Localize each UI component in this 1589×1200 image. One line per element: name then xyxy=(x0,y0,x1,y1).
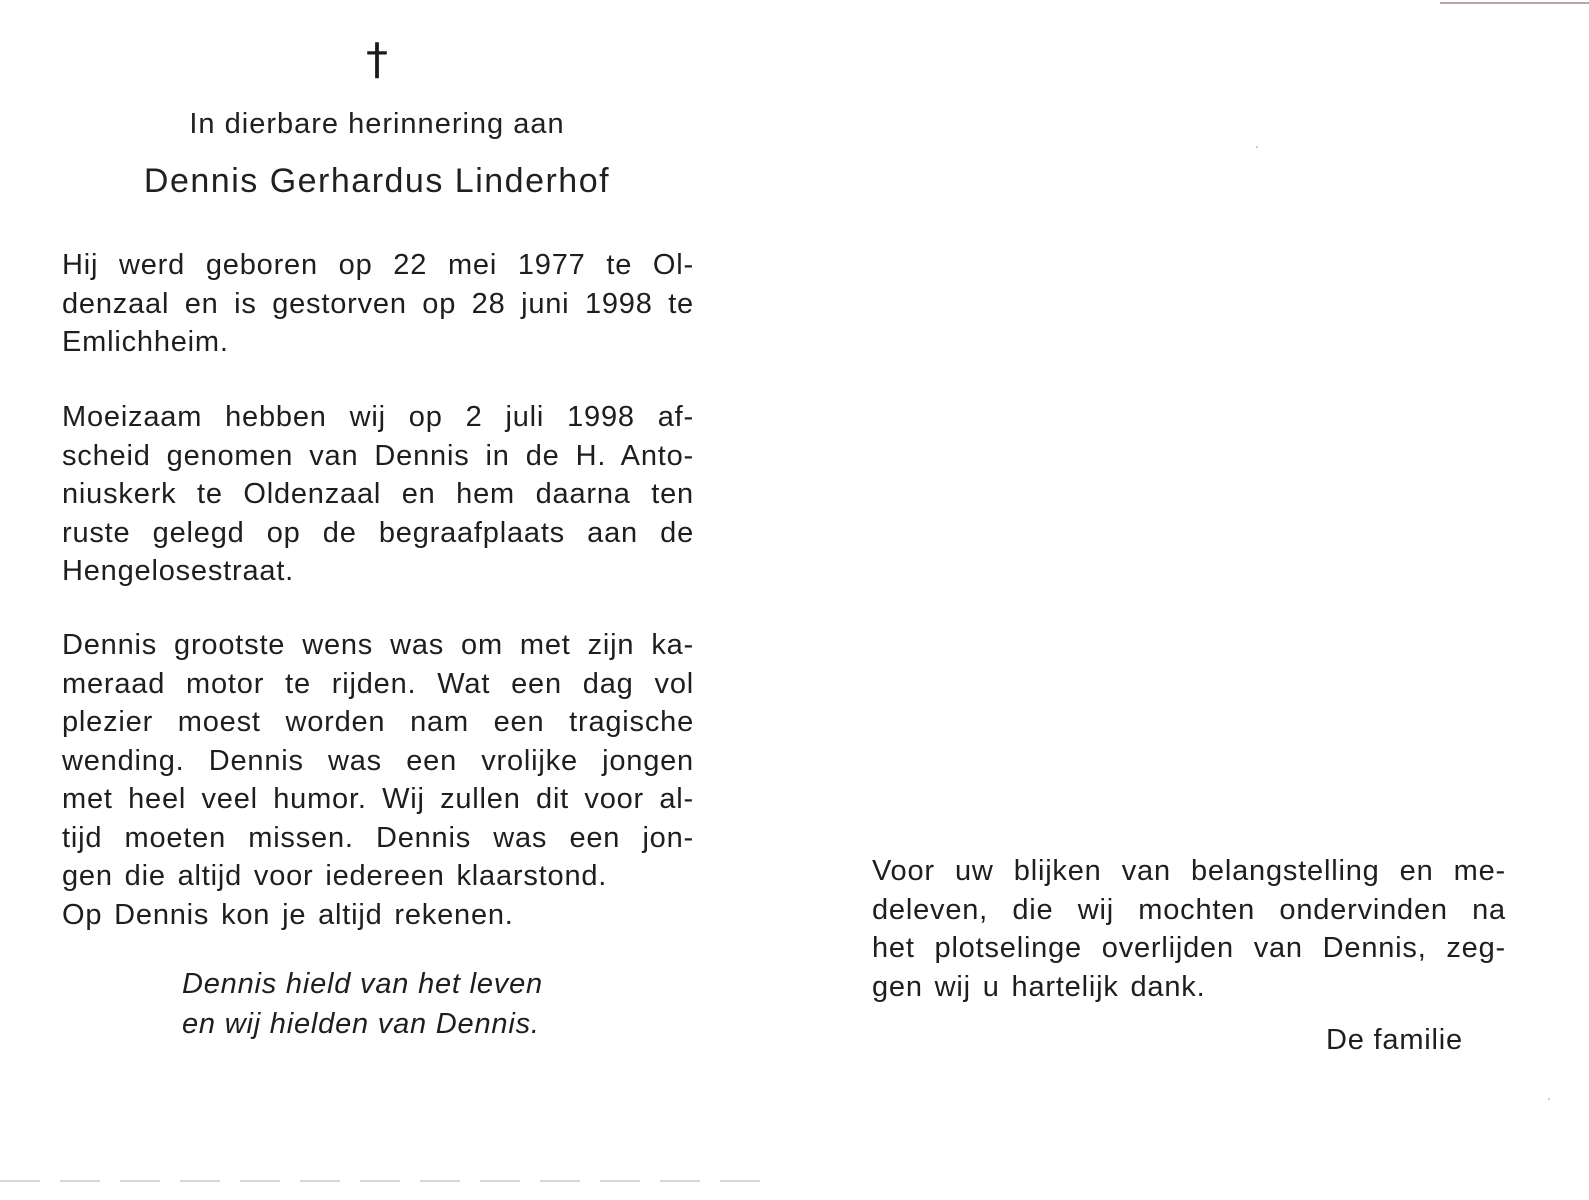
text-line: het plotselinge overlijden van Dennis, zeg- xyxy=(872,932,1506,964)
text-line: wending. Dennis was een vrolijke jongen xyxy=(62,744,694,777)
text-line: Hij werd geboren op 22 mei 1977 te Ol- xyxy=(62,249,694,281)
text-line: Voor uw blijken van belangstelling en me- xyxy=(872,855,1506,887)
cross-icon: † xyxy=(366,34,388,85)
family-signature: De familie xyxy=(1326,1024,1463,1056)
text-line: plezier moest worden nam een tragische xyxy=(62,706,694,738)
text-line: Op Dennis kon je altijd rekenen. xyxy=(62,898,514,931)
funeral-paragraph xyxy=(62,398,694,591)
remembrance-paragraph xyxy=(62,626,694,934)
scan-speck xyxy=(1256,146,1258,148)
text-line: ruste gelegd op de begraafplaats aan de xyxy=(62,516,694,549)
text-line: scheid genomen van Dennis in de H. Anto- xyxy=(62,439,694,472)
closing-quote xyxy=(182,964,602,1044)
text-line: Dennis grootste wens was om met zijn ka- xyxy=(62,629,694,661)
text-line: met heel veel humor. Wij zullen dit voor al- xyxy=(62,783,694,815)
deceased-name: Dennis Gerhardus Linderhof xyxy=(143,162,611,200)
thanks-paragraph xyxy=(872,852,1506,1006)
quote-line: Dennis hield van het leven xyxy=(182,968,543,1000)
birth-death-paragraph xyxy=(62,246,694,362)
scan-edge-mark xyxy=(1440,2,1589,4)
scan-bottom-edge xyxy=(0,1180,760,1182)
text-line: deleven, die wij mochten ondervinden na xyxy=(872,893,1506,926)
text-line: gen die altijd voor iedereen klaarstond. xyxy=(62,860,608,892)
text-line: Emlichheim. xyxy=(62,326,229,358)
text-line: gen wij u hartelijk dank. xyxy=(872,970,1206,1003)
text-line: tijd moeten missen. Dennis was een jon- xyxy=(62,821,694,854)
text-line: niuskerk te Oldenzaal en hem daarna ten xyxy=(62,478,694,510)
intro-heading: In dierbare herinnering aan xyxy=(189,108,565,140)
quote-line: en wij hielden van Dennis. xyxy=(182,1008,540,1040)
text-line: meraad motor te rijden. Wat een dag vol xyxy=(62,667,694,700)
text-line: Hengelosestraat. xyxy=(62,555,295,587)
text-line: denzaal en is gestorven op 28 juni 1998 te xyxy=(62,287,694,320)
text-line: Moeizaam hebben wij op 2 juli 1998 af- xyxy=(62,401,694,433)
scan-speck xyxy=(1548,1098,1550,1100)
